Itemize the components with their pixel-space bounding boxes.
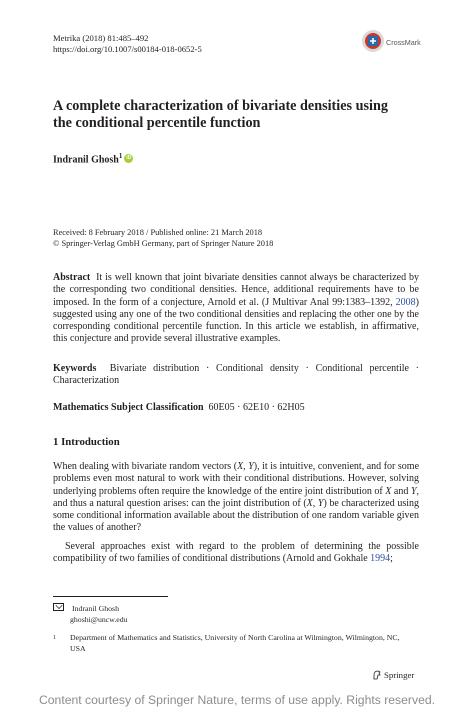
msc-classification: [53, 402, 419, 414]
p1-math-y: Y: [410, 485, 417, 497]
citation-link-1994[interactable]: 1994: [370, 553, 391, 565]
corresponding-author: [53, 603, 128, 625]
crossmark-label: CrossMark: [386, 38, 421, 47]
journal-info: [53, 33, 202, 55]
crossmark-button[interactable]: [361, 28, 425, 56]
orcid-icon[interactable]: [124, 154, 133, 163]
abstract: [53, 272, 419, 346]
p1-text-c: and: [391, 485, 411, 497]
contact-email[interactable]: ghoshi@uncw.edu: [70, 614, 128, 624]
crossmark-icon: [361, 29, 385, 53]
received-date: Received: 8 February 2018 / Published online: 21 March 2018: [53, 228, 263, 237]
footnote-divider: [53, 596, 168, 597]
p1-text-d: , and thus a natural question arises: can the joint distribution of (: [53, 485, 419, 509]
author-name[interactable]: Indranil Ghosh: [53, 154, 119, 166]
p1-math-x: X: [385, 485, 392, 497]
doi-link[interactable]: https://doi.org/10.1007/s00184-018-0652-5: [53, 44, 202, 54]
courtesy-notice: Content courtesy of Springer Nature, terms of use apply. Rights reserved.: [38, 693, 436, 707]
p1-text-b: ), it is intuitive, convenient, and for some problems even most natural to work with their conditional distributions. However, solving underlying problems often require the knowledge of the entire joint distribution of: [53, 461, 420, 497]
article-title: [53, 98, 428, 132]
msc-codes: 60E05 · 62E10 · 62H05: [208, 402, 305, 413]
p2-text-a: Several approaches exist with regard to the problem of determining the possible compatibility of two families of conditional distributions (Arnold and Gokhale: [53, 541, 419, 565]
intro-paragraph-2: [53, 541, 419, 566]
keywords: [53, 363, 419, 388]
publisher-logo: [373, 670, 414, 680]
p2-text-b: ;: [390, 553, 393, 565]
title-line-1: A complete characterization of bivariate densities using: [53, 98, 388, 114]
abstract-text-1: It is well known that joint bivariate densities cannot always be characterized by the corresponding two conditional densities. Hence, additional requirements have to be imposed. In the form of a conjecture, Arnold et al. (J Multivar Anal 99:1383–1392,: [53, 272, 420, 308]
envelope-icon: [53, 603, 64, 611]
affiliation-footnote: [53, 633, 433, 657]
intro-paragraph-1: [53, 461, 419, 535]
publisher-name: Springer: [384, 670, 415, 680]
abstract-label: Abstract: [53, 272, 91, 283]
affiliation-text: Department of Mathematics and Statistics, University of North Carolina at Wilmington, Wilmington, NC, USA: [70, 633, 400, 653]
p1-math-xy-2: X, Y: [306, 497, 324, 509]
journal-citation: Metrika (2018) 81:485–492: [53, 33, 149, 43]
affiliation-superscript: 1: [118, 152, 123, 160]
keywords-text: Bivariate distribution · Conditional density · Conditional percentile · Characterization: [53, 363, 419, 387]
title-line-2: the conditional percentile function: [53, 115, 261, 131]
section-heading: 1 Introduction: [53, 436, 120, 448]
p1-math-xy-1: X, Y: [237, 461, 254, 472]
author-line: [53, 152, 133, 165]
citation-link-2008[interactable]: 2008: [395, 296, 416, 308]
affiliation-mark: 1: [53, 635, 56, 641]
springer-horse-icon: [373, 670, 381, 680]
publication-dates: [53, 227, 273, 249]
keywords-label: Keywords: [53, 363, 97, 374]
orcid-label: iD: [126, 155, 132, 162]
copyright-line: © Springer-Verlag GmbH Germany, part of Springer Nature 2018: [53, 239, 274, 248]
p1-text-e: ) be characterized using some conditional information available about the distribution of one random variable given the values of another?: [53, 497, 419, 534]
p1-text-a: When dealing with bivariate random vectors (: [53, 461, 238, 472]
msc-label: Mathematics Subject Classification: [53, 402, 204, 413]
abstract-text-2: ) suggested using any one of the two conditional densities and replacing the other one by the corresponding conditional percentile function. In this article we establish, in affirmative, this conjecture and provide several illustrative examples.: [53, 296, 419, 345]
contact-name: Indranil Ghosh: [72, 604, 119, 613]
